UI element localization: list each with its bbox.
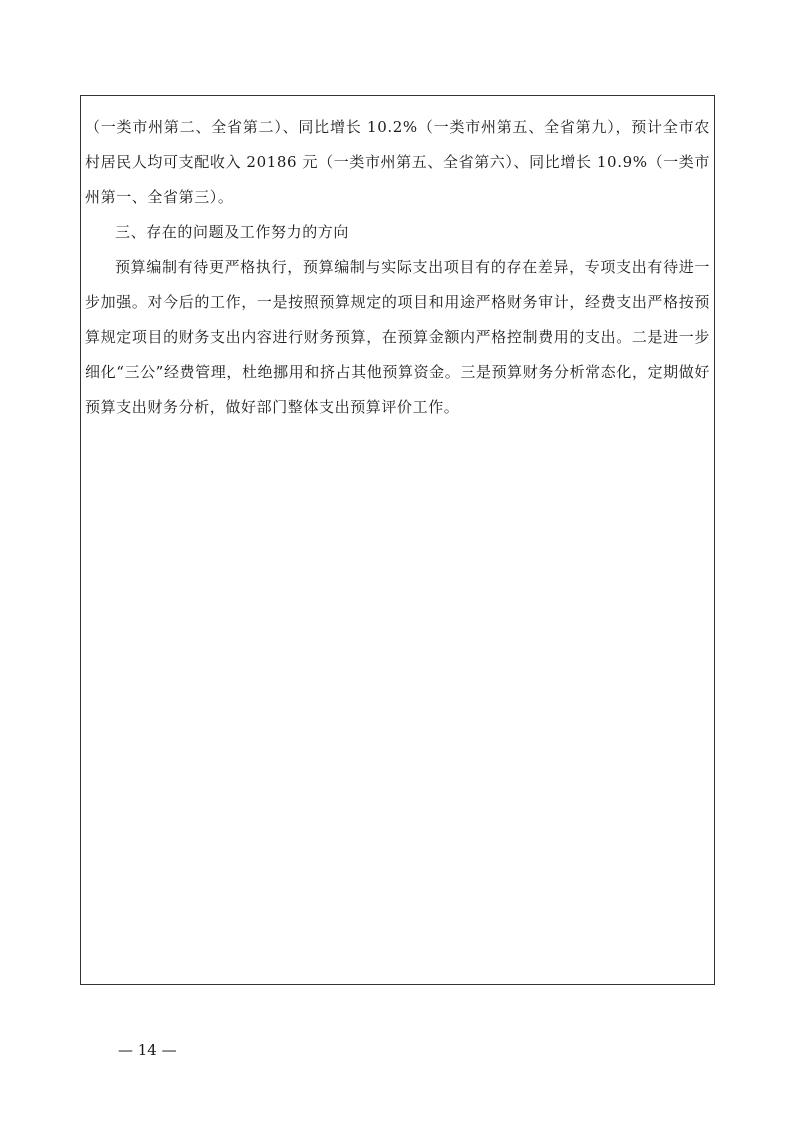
- document-body: [85, 110, 710, 425]
- paragraph-continued: （一类市州第二、全省第二）、同比增长 10.2%（一类市州第五、全省第九），预计全市农村居民人均可支配收入 20186 元（一类市州第五、全省第六）、同比增长 10.9%（一类市州第一、全省第三）。: [85, 118, 710, 206]
- page-number: — 14 —: [118, 1041, 177, 1059]
- section-heading: 三、存在的问题及工作努力的方向: [115, 223, 350, 241]
- section-body-paragraph: 预算编制有待更严格执行，预算编制与实际支出项目有的存在差异，专项支出有待进一步加强。对今后的工作，一是按照预算规定的项目和用途严格财务审计，经费支出严格按预算规定项目的财务支出内容进行财务预算，在预算金额内严格控制费用的支出。二是进一步细化“三公”经费管理，杜绝挪用和挤占其他预算资金。三是预算财务分析常态化，定期做好预算支出财务分析，做好部门整体支出预算评价工作。: [85, 258, 710, 416]
